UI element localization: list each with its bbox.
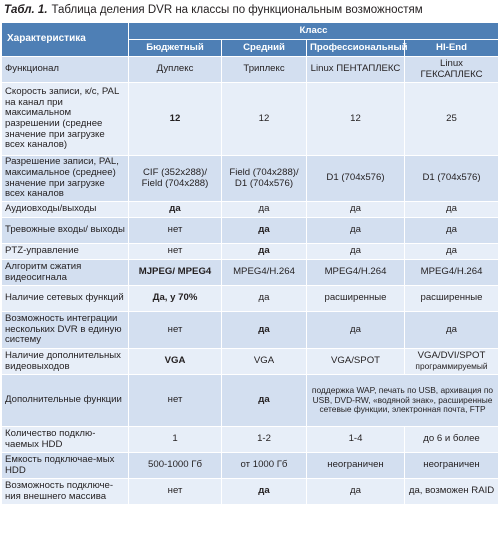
table-title: Таблица деления DVR на классы по функциональным возможностям <box>51 4 423 16</box>
table-cell: нет <box>129 479 222 505</box>
table-cell: Linux ГЕКСАПЛЕКС <box>405 57 499 83</box>
header-characteristic: Характеристика <box>2 23 129 57</box>
table-cell: да <box>405 218 499 244</box>
row-label: Разрешение записи, PAL, максимальное (среднее) значение при загрузке всех каналов <box>2 156 129 202</box>
table-cell: нет <box>129 312 222 349</box>
table-cell: да <box>405 312 499 349</box>
row-label: Функционал <box>2 57 129 83</box>
header-class: Класс <box>129 23 499 40</box>
table-cell: 25 <box>405 83 499 156</box>
table-cell: Дуплекс <box>129 57 222 83</box>
table-cell: Да, у 70% <box>129 286 222 312</box>
video-outputs-note: программируемый <box>415 361 488 371</box>
table-cell: да <box>129 202 222 218</box>
table-row <box>2 156 499 202</box>
row-label: Аудиовходы/выходы <box>2 202 129 218</box>
table-cell: до 6 и более <box>405 427 499 453</box>
table-row <box>2 83 499 156</box>
table-number: Табл. 1. <box>4 4 48 16</box>
table-cell: VGA <box>222 349 307 375</box>
table-cell: нет <box>129 244 222 260</box>
table-cell: D1 (704x576) <box>307 156 405 202</box>
table-cell: 12 <box>222 83 307 156</box>
table-cell: да, возможен RAID <box>405 479 499 505</box>
table-row <box>2 202 499 218</box>
table-cell: да <box>307 218 405 244</box>
table-row <box>2 218 499 244</box>
table-cell: Field (704x288)/ D1 (704x576) <box>222 156 307 202</box>
table-row <box>2 375 499 427</box>
table-row <box>2 453 499 479</box>
table-row <box>2 349 499 375</box>
table-cell: да <box>405 202 499 218</box>
table-row <box>2 286 499 312</box>
table-row <box>2 57 499 83</box>
header-class-budget: Бюджетный <box>129 40 222 57</box>
table-cell: неограничен <box>405 453 499 479</box>
header-class-hi-end: HI-End <box>405 40 499 57</box>
row-label: PTZ-управление <box>2 244 129 260</box>
header-class-middle: Средний <box>222 40 307 57</box>
table-cell: да <box>405 244 499 260</box>
table-cell: 500-1000 Гб <box>129 453 222 479</box>
table-cell: MPEG4/H.264 <box>222 260 307 286</box>
table-cell: да <box>222 202 307 218</box>
table-cell: 12 <box>307 83 405 156</box>
row-label: Наличие сетевых функций <box>2 286 129 312</box>
table-cell: VGA <box>129 349 222 375</box>
table-cell: нет <box>129 375 222 427</box>
table-cell: да <box>222 286 307 312</box>
table-cell: Триплекс <box>222 57 307 83</box>
table-cell: неограничен <box>307 453 405 479</box>
table-row <box>2 427 499 453</box>
table-cell: да <box>222 479 307 505</box>
table-row <box>2 260 499 286</box>
table-cell: 1-2 <box>222 427 307 453</box>
table-caption <box>0 0 500 22</box>
table-cell-merged: поддержка WAP, печать по USB, архивация по USB, DVD-RW, «водяной знак», расширенные сетевые функции, электронная почта, FTP <box>307 375 499 427</box>
table-cell: 1-4 <box>307 427 405 453</box>
table-cell: да <box>222 375 307 427</box>
row-label: Дополнительные функции <box>2 375 129 427</box>
table-cell: от 1000 Гб <box>222 453 307 479</box>
table-cell: да <box>307 202 405 218</box>
table-cell: да <box>307 479 405 505</box>
table-cell: MPEG4/H.264 <box>405 260 499 286</box>
table-cell: Linux ПЕНТАПЛЕКС <box>307 57 405 83</box>
table-cell: MJPEG/ MPEG4 <box>129 260 222 286</box>
table-cell: 1 <box>129 427 222 453</box>
table-cell: да <box>307 312 405 349</box>
table-cell: MPEG4/H.264 <box>307 260 405 286</box>
row-label: Тревожные входы/ выходы <box>2 218 129 244</box>
table-cell: 12 <box>129 83 222 156</box>
table-row <box>2 244 499 260</box>
row-label: Наличие дополнительных видеовыходов <box>2 349 129 375</box>
table-row <box>2 479 499 505</box>
table-cell: VGA/SPOT <box>307 349 405 375</box>
table-cell: расширенные <box>405 286 499 312</box>
row-label: Скорость записи, к/с, PAL на канал при максимальном разрешении (среднее значение при загрузке всех каналов) <box>2 83 129 156</box>
table-cell: D1 (704x576) <box>405 156 499 202</box>
row-label: Количество подклю-чаемых HDD <box>2 427 129 453</box>
table-cell: да <box>222 312 307 349</box>
row-label: Возможность подключе-ния внешнего массива <box>2 479 129 505</box>
table-cell: да <box>222 244 307 260</box>
table-cell: CIF (352x288)/ Field (704x288) <box>129 156 222 202</box>
table-cell: да <box>222 218 307 244</box>
table-cell <box>405 349 499 375</box>
row-label: Алгоритм сжатия видеосигнала <box>2 260 129 286</box>
table-cell: да <box>307 244 405 260</box>
video-outputs-value: VGA/DVI/SPOT <box>417 350 486 362</box>
table-cell: нет <box>129 218 222 244</box>
header-class-professional: Профессиональный <box>307 40 405 57</box>
row-label: Емкость подключае-мых HDD <box>2 453 129 479</box>
dvr-classes-table <box>1 22 499 505</box>
row-label: Возможность интеграции нескольких DVR в единую систему <box>2 312 129 349</box>
table-cell: расширенные <box>307 286 405 312</box>
table-row <box>2 312 499 349</box>
